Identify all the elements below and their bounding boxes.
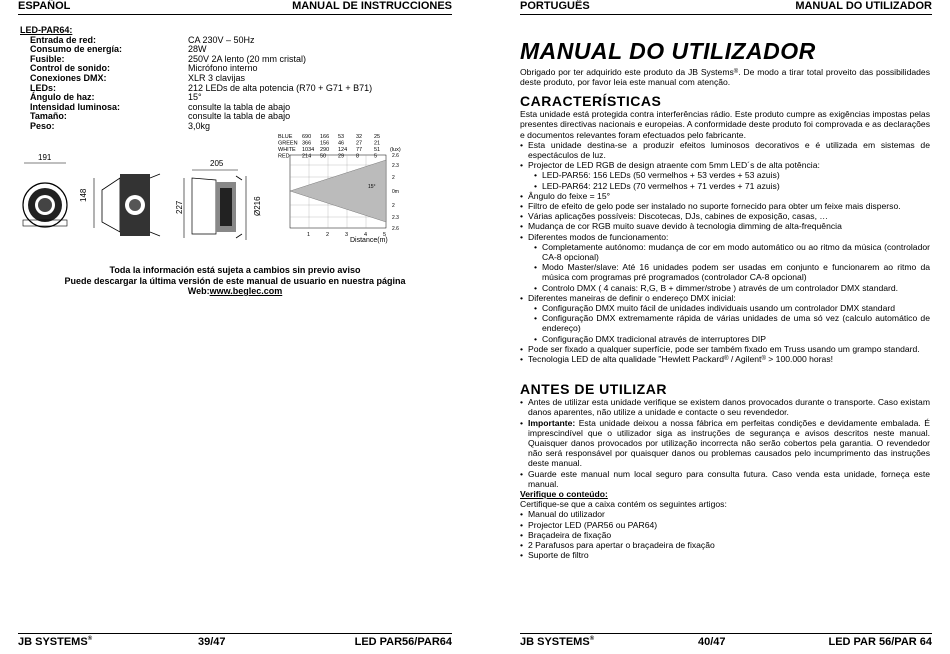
lux-value: 46 xyxy=(338,140,345,147)
beam-angle: 15° xyxy=(368,184,376,190)
left-page xyxy=(0,0,470,654)
beam-ytick: 2.6 xyxy=(392,153,399,159)
beam-ytick: 2.6 xyxy=(392,226,399,232)
web-prefix: Web: xyxy=(187,286,210,296)
list-item: • Várias aplicações possíveis: Discotecas, DJs, cabines de exposição, casas, … xyxy=(520,211,930,221)
lux-color-label: WHITE xyxy=(278,147,296,153)
lux-value: 29 xyxy=(338,153,345,160)
lux-color-label: BLUE xyxy=(278,134,293,140)
beam-diagram xyxy=(290,153,399,244)
list-item: • Esta unidade destina-se a produzir efeitos luminosos decorativos e é utilizada em sistemas de espectáculos de luz. xyxy=(520,140,930,160)
verify-text: Certifique-se que a caixa contém os seguintes artigos: xyxy=(520,499,727,510)
beam-xtick: 3 xyxy=(345,232,349,238)
right-header-language: PORTUGUÊS xyxy=(520,0,590,12)
contents-list xyxy=(520,509,930,560)
list-item: • Configuração DMX tradicional através de interruptores DIP xyxy=(534,334,930,344)
spec-value: XLR 3 clavijas xyxy=(188,72,246,83)
features-section xyxy=(520,93,930,365)
spec-value: 3,0kg xyxy=(188,120,211,131)
spec-key: Conexiones DMX: xyxy=(30,72,107,83)
lux-unit: (lux) xyxy=(390,147,401,153)
beam-xtick: 5 xyxy=(383,232,387,238)
lux-value: 1034 xyxy=(302,147,315,153)
list-item: • LED-PAR56: 156 LEDs (50 vermelhos + 53 verdes + 53 azuis) xyxy=(534,170,930,180)
list-item: • Manual do utilizador xyxy=(520,509,930,519)
spec-value: 250V 2A lento (20 mm cristal) xyxy=(188,53,307,64)
list-item: • LED-PAR64: 212 LEDs (70 vermelhos + 71 verdes + 71 azuis) xyxy=(534,181,930,191)
lux-value: 51 xyxy=(374,147,381,153)
right-header xyxy=(520,0,932,14)
front-view xyxy=(23,153,67,227)
lux-color-label: GREEN xyxy=(278,140,298,147)
list-item: • Filtro de efeito de gelo pode ser instalado no suporte fornecido para obter um feixe mais disperso. xyxy=(520,201,930,211)
verify-title: Verifique o conteúdo: xyxy=(520,489,608,500)
left-header-language: ESPAÑOL xyxy=(18,0,71,12)
left-footer-rule xyxy=(18,633,452,634)
spec-title: LED-PAR64: xyxy=(20,25,73,35)
beam-xtick: 4 xyxy=(364,232,368,238)
list-item: • Configuração DMX muito fácil de unidades individuais usando um controlador DMX standard xyxy=(534,303,930,313)
dim-height: 148 xyxy=(79,188,88,202)
features-list xyxy=(520,140,930,364)
left-header-rule xyxy=(18,14,452,15)
left-header xyxy=(18,0,452,14)
list-item: • Diferentes modos de funcionamento: xyxy=(520,232,930,242)
spec-value: Micrófono interno xyxy=(188,63,258,74)
technical-drawing xyxy=(20,130,440,260)
left-header-title: MANUAL DE INSTRUCCIONES xyxy=(292,0,452,12)
lux-table xyxy=(278,134,401,160)
right-footer-brand: JB SYSTEMS xyxy=(520,636,590,648)
notice xyxy=(0,265,470,297)
lux-value: 8 xyxy=(356,153,360,160)
side-view xyxy=(79,174,160,236)
list-item: • Modo Master/slave: Até 16 unidades podem ser usadas em conjunto e funcionarem ao ritmo da música com programas pré programados (controlador CA-8 opcional) xyxy=(534,262,930,282)
list-item: • Projector LED (PAR56 ou PAR64) xyxy=(520,520,930,530)
right-footer-rule xyxy=(520,633,932,634)
spec-value: 212 LEDs de alta potencia (R70 + G71 + B71) xyxy=(188,82,373,93)
spec-key: Peso: xyxy=(30,120,55,131)
beam-ytick: 2.3 xyxy=(392,163,399,169)
lux-value: 77 xyxy=(356,147,363,153)
left-footer xyxy=(18,636,452,650)
spec-value: 28W xyxy=(188,44,207,55)
features-intro: Esta unidade está protegida contra interferências rádio. Este produto cumpre as exigências impostas pelas presentes directivas nacionais e europeias. A conformidade deste produto foi comprovada e as declarações e documentos relevantes foram efectuados pelo fabricante. xyxy=(520,109,930,140)
list-item: • Importante: Esta unidade deixou a nossa fábrica em perfeitas condições e devidamente embalada. É imprescindível que o utilizador siga as instruções de segurança e avisos descritos neste manual. Quaisquer danos provocados por utilização incorrecta não serão cobertos pela garantia. O revendedor não será responsável por quaisquer danos ou problemas causados pelo incumprimento das instruções deste manual. xyxy=(520,418,930,469)
before-use-heading: ANTES DE UTILIZAR xyxy=(520,381,667,397)
lux-color-label: RED xyxy=(278,153,290,160)
right-footer-reg: ® xyxy=(589,636,595,642)
spec-value: 15° xyxy=(188,92,202,103)
beam-ytick: 0m xyxy=(392,189,399,195)
lux-value: 366 xyxy=(302,140,312,147)
spec-key: Consumo de energía: xyxy=(30,44,123,55)
lux-value: 690 xyxy=(302,134,312,140)
beam-ytick: 2.3 xyxy=(392,215,399,221)
beam-xtick: 1 xyxy=(307,232,311,238)
right-header-rule xyxy=(520,14,932,15)
list-item: • Pode ser fixado a qualquer superfície, pode ser também fixado em Truss usando um grampo standard. xyxy=(520,344,930,354)
list-item: • Tecnologia LED de alta qualidade "Hewlett Packard® / Agilent® > 100.000 horas! xyxy=(520,354,930,364)
spec-key: Ángulo de haz: xyxy=(30,92,95,103)
list-item: • Completamente autónomo: mudança de cor em modo automático ou ao ritmo da música (controlador CA-8 opcional) xyxy=(534,242,930,262)
spec-value: consulte la tabla de abajo xyxy=(188,111,291,122)
list-item: • Mudança de cor RGB muito suave devido à tecnologia dimming de alta-frequência xyxy=(520,221,930,231)
list-item: • Projector de LED RGB de design atraente com 5mm LED´s de alta potência: xyxy=(520,160,930,170)
dim-depth-height: 227 xyxy=(175,200,184,214)
before-use-section xyxy=(520,381,930,561)
beam-ytick: 2 xyxy=(392,175,395,181)
list-item: • Guarde este manual num local seguro para consulta futura. Caso venda esta unidade, forneça este manual. xyxy=(520,469,930,489)
dim-diameter: Ø216 xyxy=(253,196,262,216)
list-item: • Configuração DMX extremamente rápida de várias unidades de uma só vez (calculo automático de endereço) xyxy=(534,313,930,333)
spec-key: Fusible: xyxy=(30,53,65,64)
left-footer-reg: ® xyxy=(87,636,93,642)
dim-depth: 205 xyxy=(210,159,224,168)
beam-xlabel: Distance(m) xyxy=(350,237,388,244)
spec-key: Intensidad luminosa: xyxy=(30,101,121,112)
lux-value: 290 xyxy=(320,147,330,153)
dim-front-width: 191 xyxy=(38,153,52,162)
spec-key: Control de sonido: xyxy=(30,63,110,74)
lux-value: 53 xyxy=(338,134,345,140)
lux-value: 214 xyxy=(302,153,312,160)
left-footer-brand: JB SYSTEMS xyxy=(18,636,88,648)
right-header-title: MANUAL DO UTILIZADOR xyxy=(795,0,932,12)
list-item: • Braçadeira de fixação xyxy=(520,530,930,540)
list-item: • Suporte de filtro xyxy=(520,550,930,560)
notice-line-1: Toda la información está sujeta a cambios sin previo aviso xyxy=(109,265,361,275)
spec-list xyxy=(20,26,372,132)
spec-value: CA 230V – 50Hz xyxy=(188,34,255,45)
list-item: • Ângulo do feixe = 15° xyxy=(520,191,930,201)
spec-key: Tamaño: xyxy=(30,111,67,122)
spec-key: LEDs: xyxy=(30,82,57,93)
right-page xyxy=(480,0,950,654)
lux-value: 32 xyxy=(356,134,363,140)
right-footer-page: 40/47 xyxy=(698,636,726,648)
left-footer-page: 39/47 xyxy=(198,636,226,648)
notice-web xyxy=(0,286,470,297)
spec-key: Entrada de red: xyxy=(30,34,97,45)
beam-ytick: 2 xyxy=(392,203,395,209)
lux-value: 124 xyxy=(338,147,348,153)
list-item: • Diferentes maneiras de definir o endereço DMX inicial: xyxy=(520,293,930,303)
before-use-list xyxy=(520,397,930,489)
lux-value: 27 xyxy=(356,140,363,147)
lux-value: 25 xyxy=(374,134,381,140)
beam-xtick: 2 xyxy=(326,232,330,238)
web-link[interactable]: www.beglec.com xyxy=(209,286,283,296)
lux-value: 166 xyxy=(320,134,330,140)
lux-value: 156 xyxy=(320,140,330,147)
spec-value: consulte la tabla de abajo xyxy=(188,101,291,112)
right-footer xyxy=(520,636,932,650)
important-label: Importante: xyxy=(528,417,576,428)
notice-line-2: Puede descargar la última versión de este manual de usuario en nuestra página xyxy=(64,275,406,286)
right-footer-model: LED PAR 56/PAR 64 xyxy=(828,636,932,648)
intro-text: Obrigado por ter adquirido este produto da JB Systems®. De modo a tirar total proveito das possibilidades deste produto, por favor leia este manual com atenção. xyxy=(520,67,930,88)
left-footer-model: LED PAR56/PAR64 xyxy=(354,636,452,648)
list-item: • Antes de utilizar esta unidade verifique se existem danos provocados durante o transporte. Caso existam danos aparentes, não utilize a unidade e contacte o seu revendedor. xyxy=(520,397,930,417)
lux-value: 21 xyxy=(374,140,381,147)
list-item: • 2 Parafusos para apertar o braçadeira de fixação xyxy=(520,540,930,550)
list-item: • Controlo DMX ( 4 canais: R,G, B + dimmer/strobe ) através de um controlador DMX standard. xyxy=(534,283,930,293)
lux-value: 5 xyxy=(374,153,378,160)
depth-view xyxy=(175,159,262,240)
lux-value: 50 xyxy=(320,153,327,160)
features-heading: CARACTERÍSTICAS xyxy=(520,93,662,109)
page-title: MANUAL DO UTILIZADOR xyxy=(520,38,816,64)
